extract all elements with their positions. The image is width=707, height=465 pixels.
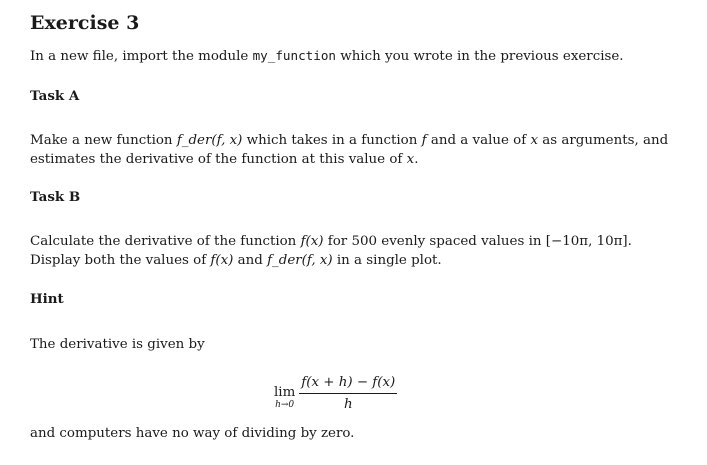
task-a-function-name: f_der(f, x)	[176, 133, 243, 148]
derivative-formula	[274, 374, 397, 414]
hint-intro: The derivative is given by	[30, 337, 205, 352]
task-a-text: which takes in a function	[242, 133, 422, 148]
task-b-text: for 500 evenly spaced values in	[323, 234, 546, 249]
difference-quotient	[299, 374, 397, 413]
task-b-heading: Task B	[30, 189, 81, 205]
task-a-heading: Task A	[30, 88, 80, 104]
task-a-var-x: x	[406, 151, 415, 167]
hint-outro: and computers have no way of dividing by zero.	[30, 426, 355, 441]
task-a-text: and a value of	[426, 133, 531, 148]
task-b-text: . Display both the values of	[30, 234, 632, 268]
module-name-code: my_function	[252, 48, 336, 63]
task-b-interval: [−10π, 10π]	[545, 234, 628, 249]
task-a-text: as arguments, and estimates the derivative of the function at this value of	[30, 133, 669, 167]
task-b-text: and	[233, 252, 268, 268]
intro-text-before: In a new file, import the module	[30, 49, 253, 64]
task-b-text: Calculate the derivative of the function	[30, 234, 301, 249]
task-b-fx: f(x)	[210, 252, 234, 268]
task-a-paragraph	[30, 132, 670, 169]
task-a-text: .	[414, 151, 419, 167]
hint-heading: Hint	[30, 291, 64, 307]
task-b-fx: f(x)	[300, 234, 324, 249]
page-title: Exercise 3	[30, 12, 140, 34]
task-a-var-x: x	[530, 133, 538, 148]
intro-text-after: which you wrote in the previous exercise.	[336, 49, 624, 64]
task-b-text: in a single plot.	[332, 252, 442, 268]
limit-word: lim	[274, 385, 296, 400]
fraction-numerator: f(x + h) − f(x)	[299, 374, 397, 394]
task-a-var-f: f	[421, 133, 427, 148]
task-a-text: Make a new function	[30, 133, 177, 148]
fraction-denominator: h	[343, 397, 353, 412]
task-b-paragraph	[30, 233, 670, 270]
intro-paragraph	[30, 47, 670, 67]
limit-subscript: h→0	[275, 400, 295, 410]
limit-operator	[274, 386, 295, 410]
task-b-function-name: f_der(f, x)	[267, 252, 333, 268]
